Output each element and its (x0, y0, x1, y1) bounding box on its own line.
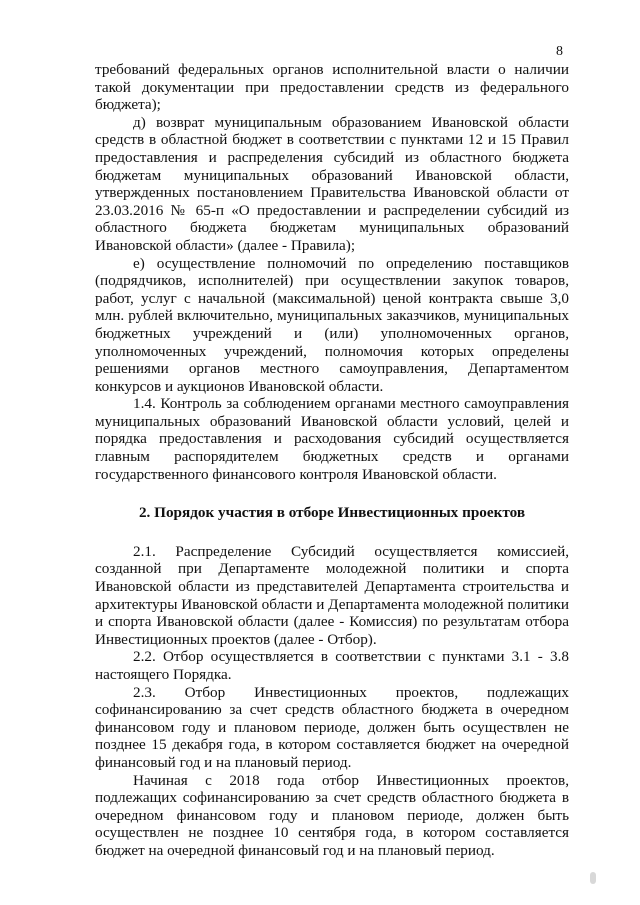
paragraph-item-d: д) возврат муниципальным образованием Ивановской области средств в областной бюджет в соответствии с пунктами 12 и 15 Правил предоставления и распределения субсидий из областного бюджета бюджетам муниципальных образований Ивановской области, утвержденных постановлением Правительства Ивановской области от 23.03.2016 № 65-п «О предоставлении и распределении субсидий из областного бюджета бюджетам муниципальных образований Ивановской области» (далее - Правила); (95, 113, 569, 254)
paragraph-2-1: 2.1. Распределение Субсидий осуществляется комиссией, созданной при Департаменте молодежной политики и спорта Ивановской области из представителей Департамента строительства и архитектуры Ивановской области и Департамента молодежной политики и спорта Ивановской области (далее - Комиссия) по результатам отбора Инвестиционных проектов (далее - Отбор). (95, 542, 569, 648)
document-body (95, 61, 569, 860)
scan-mark (590, 872, 596, 884)
paragraph-2-3: 2.3. Отбор Инвестиционных проектов, подлежащих софинансированию за счет средств областного бюджета в очередном финансовом году и плановом периоде, должен быть осуществлен не позднее 15 декабря года, в котором составляется бюджет на очередной финансовый год и на плановый период. (95, 683, 569, 771)
paragraph-2-2: 2.2. Отбор осуществляется в соответствии с пунктами 3.1 - 3.8 настоящего Порядка. (95, 648, 569, 683)
spacer (95, 483, 569, 504)
paragraph-2018: Начиная с 2018 года отбор Инвестиционных проектов, подлежащих софинансированию за счет средств областного бюджета в очередном финансовом году и плановом периоде, должен быть осуществлен не позднее 10 сентября года, в котором составляется бюджет на очередной финансовый год и на плановый период. (95, 771, 569, 859)
paragraph-item-e: е) осуществление полномочий по определению поставщиков (подрядчиков, исполнителей) при осуществлении закупок товаров, работ, услуг с начальной (максимальной) ценой контракта свыше 3,0 млн. рублей включительно, муниципальных заказчиков, муниципальных бюджетных учреждений и (или) уполномоченных органов, уполномоченных учреждений, полномочия которых определены решениями органов местного самоуправления, Департаментом конкурсов и аукционов Ивановской области. (95, 254, 569, 395)
section-title: 2. Порядок участия в отборе Инвестиционных проектов (138, 504, 526, 522)
spacer (95, 522, 569, 543)
page-number: 8 (556, 44, 563, 59)
paragraph-continuation: требований федеральных органов исполнительной власти о наличии такой документации при предоставлении средств из федерального бюджета); (95, 61, 569, 114)
paragraph-1-4: 1.4. Контроль за соблюдением органами местного самоуправления муниципальных образований Ивановской области условий, целей и порядка предоставления и расходования субсидий осуществляется главным распорядителем бюджетных средств и органами государственного финансового контроля Ивановской области. (95, 395, 569, 483)
